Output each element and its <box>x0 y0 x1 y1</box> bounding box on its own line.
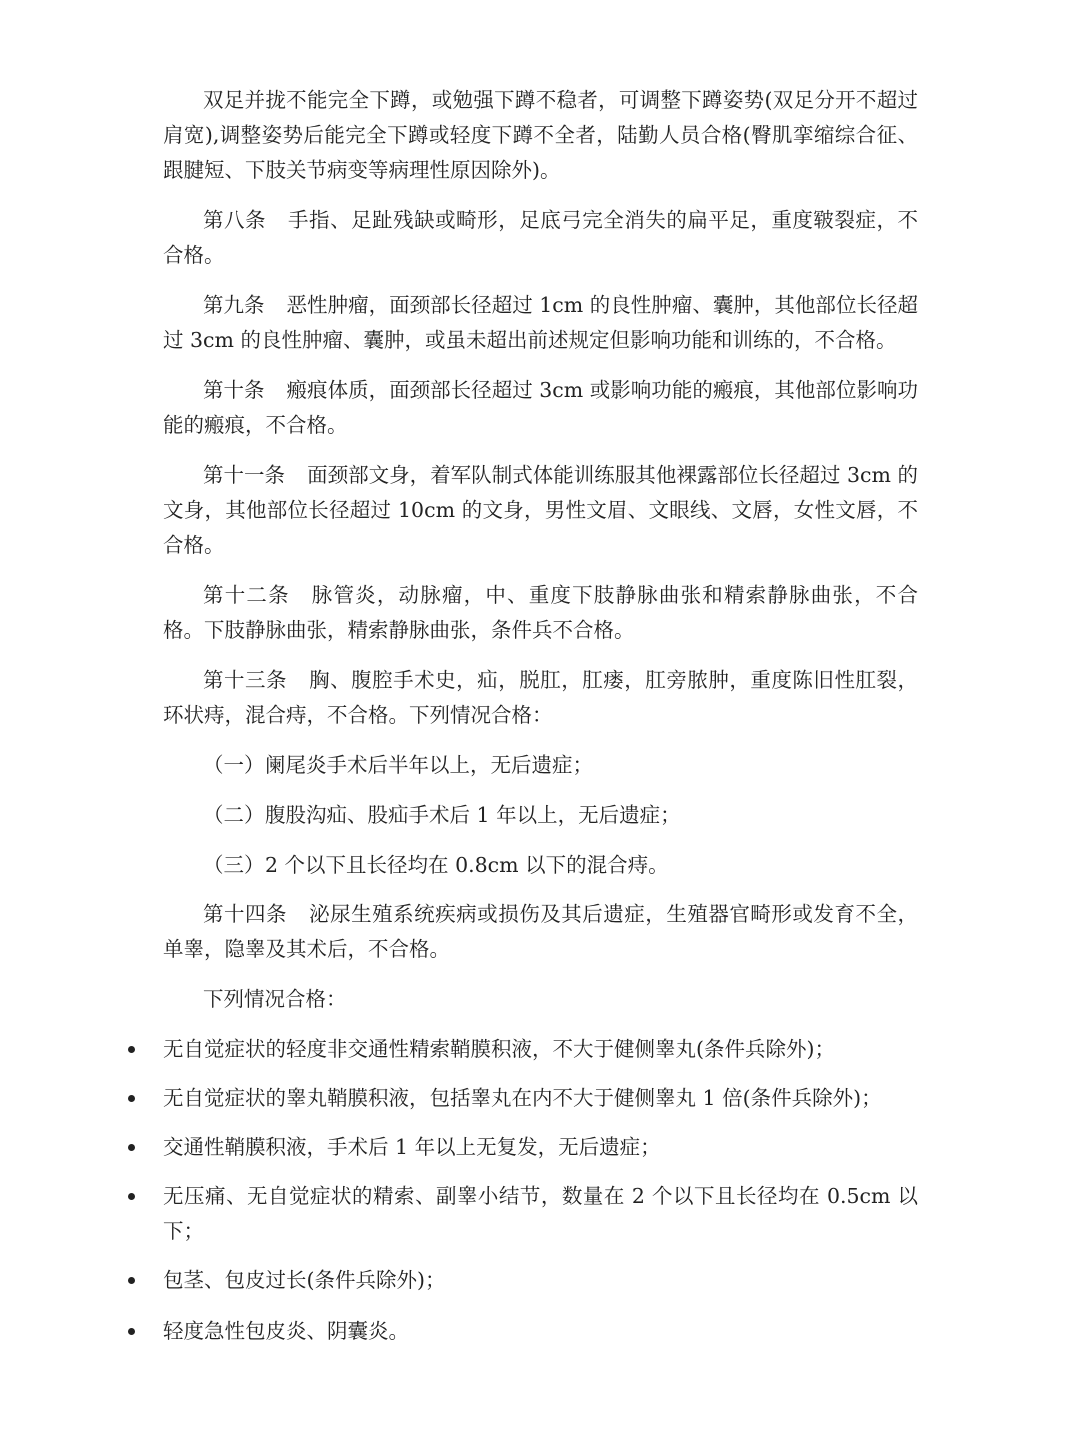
article-text: 泌尿生殖系统疾病或损伤及其后遗症，生殖器官畸形或发育不全，单睾，隐睾及其术后，不合格。 <box>163 902 918 961</box>
article-8 <box>163 203 918 273</box>
item-text: 2 个以下且长径均在 0.8cm 以下的混合痔。 <box>265 853 669 877</box>
article-14 <box>163 897 918 967</box>
list-item-text: 轻度急性包皮炎、阴囊炎。 <box>163 1319 409 1343</box>
bullet-icon <box>128 1277 135 1284</box>
article-number: 第十二条 <box>203 583 290 607</box>
article-text: 面颈部文身，着军队制式体能训练服其他裸露部位长径超过 3cm 的文身，其他部位长径超过 10cm 的文身，男性文眉、文眼线、文唇，女性文唇，不合格。 <box>163 463 918 557</box>
article-10 <box>163 373 918 443</box>
item-number: （二） <box>203 803 265 827</box>
list-item-text: 包茎、包皮过长(条件兵除外)； <box>163 1268 446 1292</box>
article-12 <box>163 578 918 648</box>
paragraph-text: 双足并拢不能完全下蹲，或勉强下蹲不稳者，可调整下蹲姿势(双足分开不超过肩宽),调整姿势后能完全下蹲或轻度下蹲不全者，陆勤人员合格(臀肌挛缩综合征、跟腱短、下肢关节病变等病理性原因除外)。 <box>163 88 918 182</box>
numbered-item <box>203 798 918 833</box>
bullet-icon <box>128 1193 135 1200</box>
bullet-icon <box>128 1046 135 1053</box>
item-text: 阑尾炎手术后半年以上，无后遗症； <box>265 753 593 777</box>
list-item-text: 无自觉症状的睾丸鞘膜积液，包括睾丸在内不大于健侧睾丸 1 倍(条件兵除外)； <box>163 1086 882 1110</box>
item-number: （三） <box>203 853 265 877</box>
article-text: 脉管炎，动脉瘤，中、重度下肢静脉曲张和精索静脉曲张，不合格。下肢静脉曲张，精索静脉曲张，条件兵不合格。 <box>163 583 919 642</box>
numbered-item <box>203 748 918 783</box>
item-number: （一） <box>203 753 265 777</box>
bullet-icon <box>128 1095 135 1102</box>
numbered-item <box>203 848 918 883</box>
article-number: 第九条 <box>203 293 265 317</box>
item-text: 腹股沟疝、股疝手术后 1 年以上，无后遗症； <box>265 803 681 827</box>
article-9 <box>163 288 918 358</box>
list-item-text: 无压痛、无自觉症状的精索、副睾小结节，数量在 2 个以下且长径均在 0.5cm 以下； <box>163 1184 918 1243</box>
list-item-text: 交通性鞘膜积液，手术后 1 年以上无复发，无后遗症； <box>163 1135 661 1159</box>
bullet-icon <box>128 1144 135 1151</box>
article-text: 胸、腹腔手术史，疝，脱肛，肛瘘，肛旁脓肿，重度陈旧性肛裂，环状痔，混合痔，不合格。下列情况合格： <box>163 668 918 727</box>
article-11 <box>163 458 918 563</box>
article-number: 第十四条 <box>203 902 288 926</box>
article-text: 恶性肿瘤，面颈部长径超过 1cm 的良性肿瘤、囊肿，其他部位长径超过 3cm 的良性肿瘤、囊肿，或虽未超出前述规定但影响功能和训练的，不合格。 <box>163 293 918 352</box>
paragraph-squat-rule <box>163 83 918 188</box>
article-text: 手指、足趾残缺或畸形，足底弓完全消失的扁平足，重度皲裂症，不合格。 <box>163 208 918 267</box>
article-13 <box>163 663 918 733</box>
article-text: 瘢痕体质，面颈部长径超过 3cm 或影响功能的瘢痕，其他部位影响功能的瘢痕，不合格。 <box>163 378 918 437</box>
article-number: 第十一条 <box>203 463 286 487</box>
qualified-heading: 下列情况合格： <box>203 987 347 1011</box>
bullet-icon <box>128 1328 135 1335</box>
article-number: 第八条 <box>203 208 267 232</box>
article-number: 第十条 <box>203 378 265 402</box>
list-item-text: 无自觉症状的轻度非交通性精索鞘膜积液，不大于健侧睾丸(条件兵除外)； <box>163 1037 835 1061</box>
article-number: 第十三条 <box>203 668 288 692</box>
